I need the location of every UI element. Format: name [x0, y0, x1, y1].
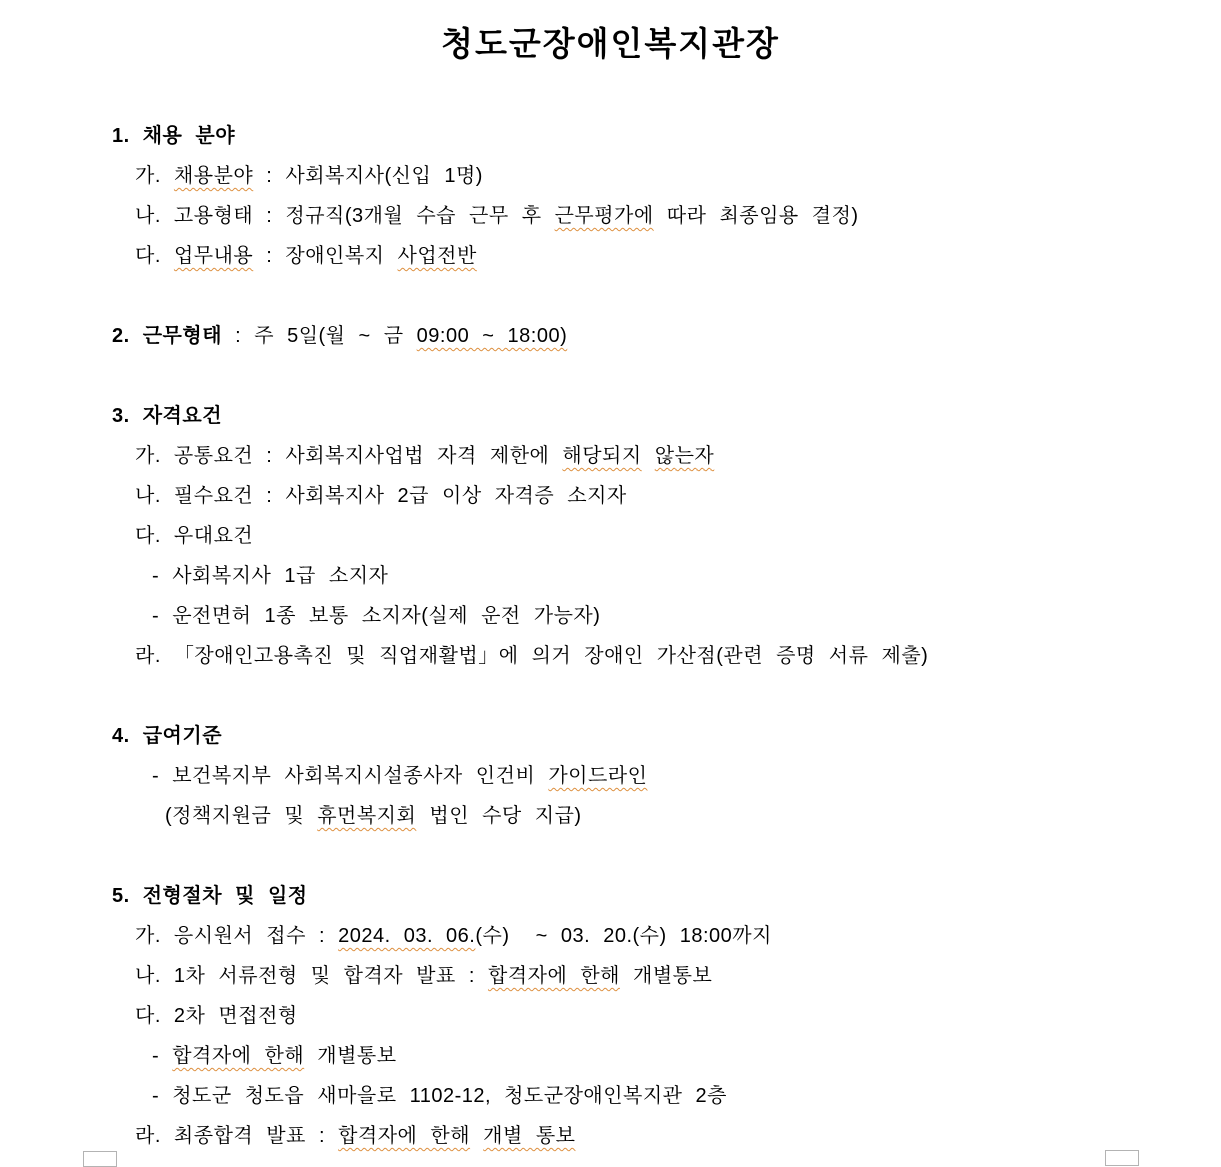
text-segment: 1. 채용 분야 — [112, 125, 236, 147]
misspelled-word: 근무평가에 — [554, 205, 654, 227]
text-segment: 개별통보 — [619, 965, 713, 987]
text-segment: 가. 공통요건 : 사회복지사업법 자격 제한에 — [135, 445, 563, 467]
section-heading — [112, 716, 1221, 756]
misspelled-word: 개별 통보 — [483, 1125, 576, 1147]
text-segment: (정책지원금 및 — [165, 805, 318, 827]
document-line — [112, 476, 1221, 516]
document-line — [112, 636, 1221, 676]
text-segment: 따라 최종임용 결정) — [653, 205, 859, 227]
misspelled-word: 채용분야 — [173, 165, 254, 187]
document-line — [112, 196, 1221, 236]
section-heading — [112, 876, 1221, 916]
misspelled-word: 해당되지 — [562, 445, 642, 467]
misspelled-word: 합격자에 한해 — [172, 1045, 305, 1067]
section-heading — [112, 316, 1221, 356]
misspelled-word: 업무내용 — [173, 245, 254, 267]
page-artifact-right — [1105, 1150, 1139, 1166]
section-heading — [112, 116, 1221, 156]
text-segment: 라. 「장애인고용촉진 및 직업재활법」에 의거 장애인 가산점(관련 증명 서류 제출) — [135, 645, 929, 667]
document-line — [112, 1076, 1221, 1116]
document-line — [112, 1116, 1221, 1156]
document-line — [112, 796, 1221, 836]
text-segment: 다. — [135, 245, 174, 267]
document-line — [112, 916, 1221, 956]
text-segment: 다. 2차 면접전형 — [135, 1005, 298, 1027]
section-heading — [112, 396, 1221, 436]
text-segment: 법인 수당 지급) — [416, 805, 582, 827]
document-line — [112, 1036, 1221, 1076]
text-segment: - 사회복지사 1급 소지자 — [152, 565, 389, 587]
misspelled-word: 않는자 — [654, 445, 715, 467]
text-segment: - 운전면허 1종 보통 소지자(실제 운전 가능자) — [152, 605, 601, 627]
text-segment: 라. 최종합격 발표 : — [135, 1125, 339, 1147]
misspelled-word: 2024. 03. 06. — [338, 925, 476, 947]
text-segment: 개별통보 — [304, 1045, 397, 1067]
document-body — [0, 116, 1221, 1156]
text-segment: 가. 응시원서 접수 : — [135, 925, 339, 947]
text-segment — [642, 445, 655, 467]
text-segment: : 장애인복지 — [253, 245, 398, 267]
text-segment: - 청도군 청도읍 새마을로 1102-12, 청도군장애인복지관 2층 — [152, 1085, 727, 1107]
misspelled-word: 합격자에 한해 — [487, 965, 620, 987]
page-artifact-left — [83, 1151, 117, 1167]
document-line — [112, 756, 1221, 796]
text-segment: 4. 급여기준 — [112, 725, 223, 747]
text-segment: - — [152, 1045, 173, 1067]
document-line — [112, 556, 1221, 596]
text-segment: - 보건복지부 사회복지시설종사자 인건비 — [152, 765, 549, 787]
text-segment: (수) ~ 03. 20.(수) 18:00까지 — [475, 925, 772, 947]
text-segment: 나. 필수요건 : 사회복지사 2급 이상 자격증 소지자 — [135, 485, 627, 507]
misspelled-word: 사업전반 — [397, 245, 477, 267]
misspelled-word: 09:00 ~ 18:00) — [416, 325, 568, 347]
text-segment: 다. 우대요건 — [135, 525, 254, 547]
text-segment: 3. 자격요건 — [112, 405, 223, 427]
misspelled-word: 가이드라인 — [548, 765, 648, 787]
text-segment — [470, 1125, 483, 1147]
document-line — [112, 956, 1221, 996]
text-segment: 5. 전형절차 및 일정 — [112, 885, 308, 907]
document-line — [112, 516, 1221, 556]
text-segment: 나. 고용형태 : 정규직(3개월 수습 근무 후 — [135, 205, 555, 227]
misspelled-word: 휴먼복지회 — [317, 805, 417, 827]
document-line — [112, 596, 1221, 636]
document-title: 청도군장애인복지관장 — [441, 25, 780, 62]
text-segment: 가. — [135, 165, 174, 187]
misspelled-word: 합격자에 한해 — [338, 1125, 471, 1147]
document-line — [112, 156, 1221, 196]
text-segment: : 사회복지사(신입 1명) — [253, 165, 483, 187]
document-line — [112, 996, 1221, 1036]
text-segment: : 주 5일(월 ~ 금 — [222, 325, 417, 347]
text-segment: 나. 1차 서류전형 및 합격자 발표 : — [135, 965, 488, 987]
text-segment: 2. 근무형태 — [112, 325, 223, 347]
document-line — [112, 436, 1221, 476]
document-line — [112, 236, 1221, 276]
